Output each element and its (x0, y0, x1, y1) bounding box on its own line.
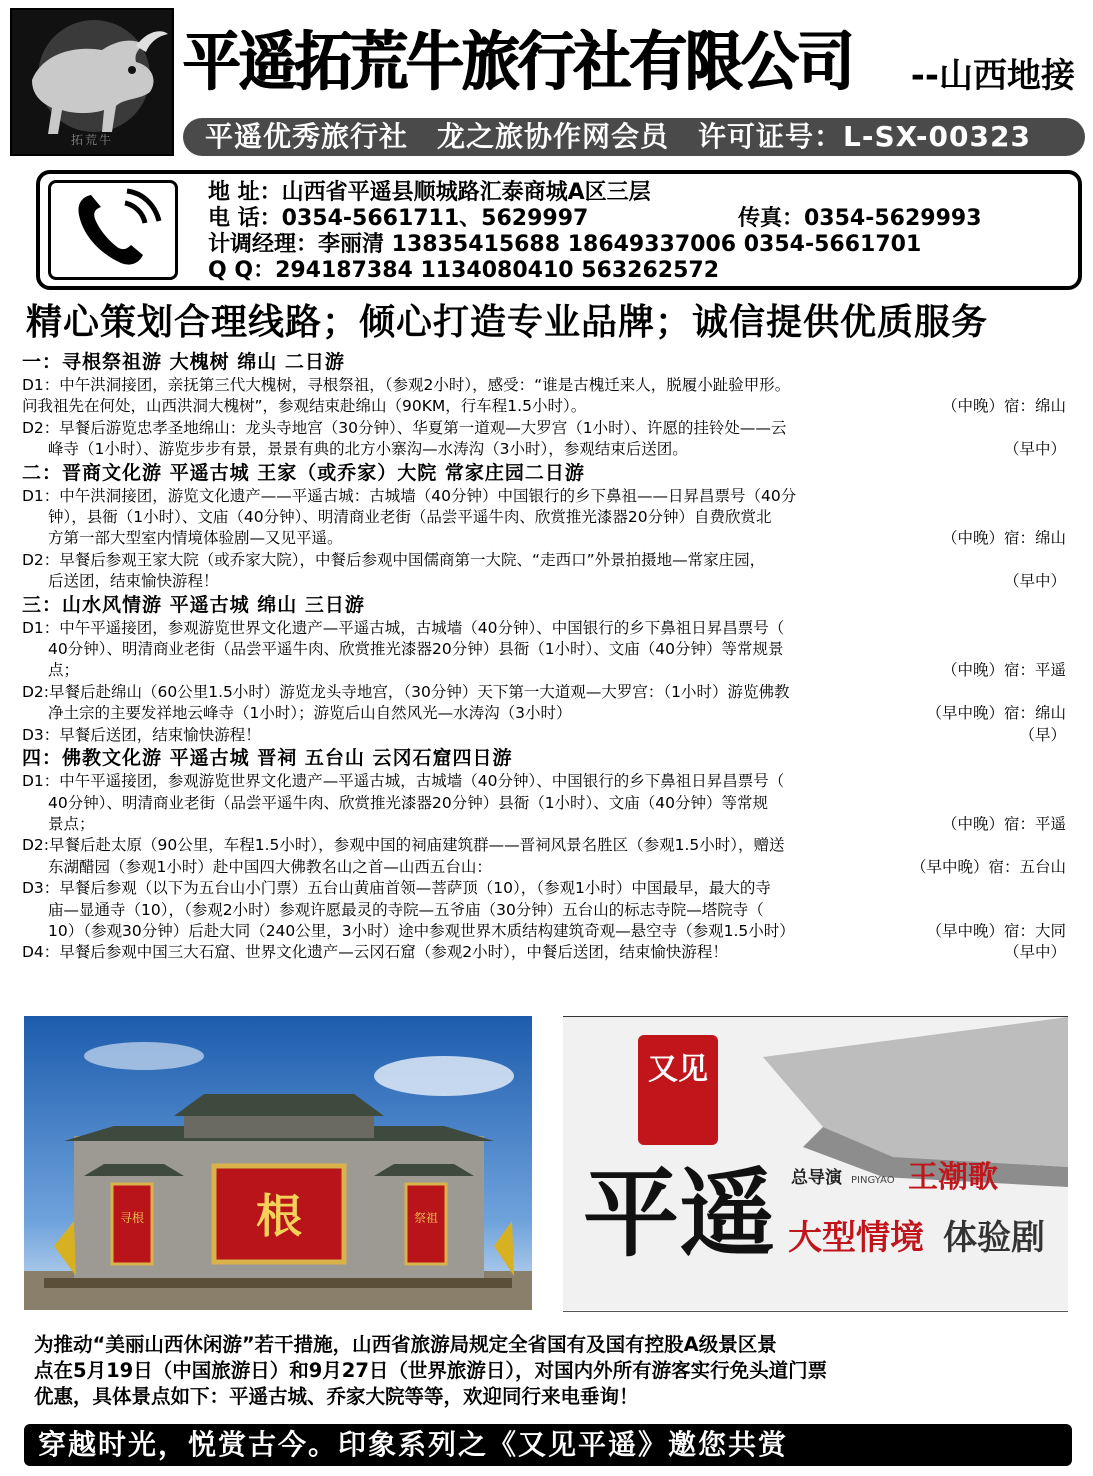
poster-pinyin: PINGYAO (851, 1175, 895, 1186)
company-header (183, 10, 1083, 110)
notice (34, 1332, 1064, 1410)
meal-lodging: （早中晚）宿：绵山 (926, 704, 1066, 723)
itinerary-line (22, 793, 1072, 814)
gate-illustration (24, 1016, 532, 1310)
itinerary-text: 40分钟）、明清商业老街（品尝平遥牛肉、欣赏推光漆器20分钟）县衙（1小时）、文庙（40分钟）等常规景 (48, 640, 784, 659)
notice-line: 点在5月19日（中国旅游日）和9月27日（世界旅游日），对国内外所有游客实行免头道门票 (34, 1359, 828, 1382)
meal-lodging: （中晚）宿：平遥 (941, 814, 1066, 833)
meal-lodging: （早） (1019, 725, 1066, 744)
poster-divider (563, 1311, 1068, 1312)
poster-big-title: 平遥 (583, 1157, 775, 1270)
itinerary-text: 点； (48, 661, 80, 680)
meal-lodging: （早中晚）宿：大同 (926, 921, 1066, 940)
qq-line (208, 258, 921, 284)
poster-subtitle-red: 大型情境 (788, 1218, 924, 1258)
itinerary-text: 问我祖先在何处，山西洪洞大槐树”，参观结束赴绵山（90KM，行车程1.5小时）。 (22, 397, 587, 416)
tour-routes (22, 350, 1072, 964)
itinerary-text: D2:早餐后赴太原（90公里，车程1.5小时），参观中国的祠庙建筑群——晋祠风景名胜区（参观1.5小时），赠送 (22, 836, 785, 855)
itinerary-line (22, 375, 1072, 396)
itinerary-text: D1：中午洪洞接团，游览文化遗产——平遥古城：古城墙（40分钟）中国银行的乡下鼻祖——日昇昌票号（40分 (22, 486, 797, 505)
itinerary-text: D1：中午平遥接团，参观游览世界文化遗产—平遥古城，古城墙（40分钟）、中国银行的乡下鼻祖日昇昌票号（ (22, 618, 785, 637)
itinerary-line (22, 571, 1072, 592)
ancestral-gate-photo (24, 1016, 532, 1310)
route-title: 一：寻根祭祖游 大槐树 绵山 二日游 (22, 351, 345, 373)
itinerary-line (22, 550, 1072, 571)
itinerary-line (22, 725, 1072, 746)
company-logo (10, 8, 174, 156)
phone-text: 电 话：0354-5661711、5629997 (208, 206, 589, 231)
meal-lodging: （早中晚）宿：五台山 (910, 857, 1066, 876)
itinerary-line (22, 418, 1072, 439)
route-title: 三：山水风情游 平遥古城 绵山 三日游 (22, 593, 365, 616)
itinerary-line (22, 439, 1072, 460)
itinerary-text: D2：早餐后游览忠孝圣地绵山：龙头寺地宫（30分钟）、华夏第一道观—大罗宫（1小时）、许愿的挂铃处——云 (22, 418, 787, 437)
qq-text: Q Q：294187384 1134080410 563262572 (208, 258, 719, 283)
meal-lodging: （早中） (1003, 572, 1066, 591)
itinerary-text: D1：中午平遥接团，参观游览世界文化遗产—平遥古城，古城墙（40分钟）、中国银行的乡下鼻祖日昇昌票号（ (22, 772, 785, 791)
poster-director-name: 王潮歌 (908, 1160, 998, 1195)
gate-left-tablet: 寻根 (119, 1211, 145, 1225)
poster-illustration (563, 1017, 1068, 1310)
itinerary-text: 40分钟）、明清商业老街（品尝平遥牛肉、欣赏推光漆器20分钟）县衙（1小时）、文庙（40分钟）等常规 (48, 793, 769, 812)
manager-text: 计调经理：李丽清 13835415688 18649337006 0354-5661701 (208, 232, 922, 257)
notice-line: 为推动“美丽山西休闲游”若干措施，山西省旅游局规定全省国有及国有控股A级景区景 (34, 1333, 777, 1356)
itinerary-line (22, 703, 1072, 724)
itinerary-line (22, 835, 1072, 856)
meal-lodging: （早中） (1003, 943, 1066, 962)
itinerary-text: D1：中午洪洞接团，亲抚第三代大槐树，寻根祭祖，（参观2小时），感受：“谁是古槐迁来人，脱履小趾验甲形。 (22, 376, 791, 394)
gate-center-char: 根 (256, 1189, 302, 1243)
itinerary-line (22, 507, 1072, 528)
itinerary-line (22, 639, 1072, 660)
itinerary-line (22, 396, 1072, 417)
route-title: 二：晋商文化游 平遥古城 王家（或乔家）大院 常家庄园二日游 (22, 461, 585, 484)
license-bar: 平遥优秀旅行社 龙之旅协作网会员 许可证号：L-SX-00323 (183, 118, 1085, 156)
address-text: 地 址：山西省平遥县顺城路汇泰商城A区三层 (208, 180, 651, 205)
footer-banner: 穿越时光，悦赏古今。印象系列之《又见平遥》邀您共赏 (24, 1424, 1072, 1466)
route-title: 四：佛教文化游 平遥古城 晋祠 五台山 云冈石窟四日游 (22, 747, 513, 770)
fax-text: 传真：0354-5629993 (738, 206, 982, 231)
itinerary-text: 峰寺（1小时）、游览步步有景，景景有典的北方小寨沟—水涛沟（3小时），参观结束后送团。 (48, 440, 688, 459)
itinerary-text: 后送团，结束愉快游程！ (48, 572, 219, 591)
itinerary-line (22, 486, 1072, 507)
itinerary-text: 东湖醋园（参观1小时）赴中国四大佛教名山之首—山西五台山： (48, 857, 492, 876)
itinerary-line (22, 900, 1072, 921)
itinerary-text: D2:早餐后赴绵山（60公里1.5小时）游览龙头寺地宫，（30分钟）天下第一大道观—大罗宫：（1小时）游览佛教 (22, 682, 790, 701)
meal-lodging: （中晚）宿：绵山 (941, 529, 1066, 548)
itinerary-line (22, 618, 1072, 639)
itinerary-line (22, 528, 1072, 549)
poster-director-label: 总导演 (791, 1168, 842, 1188)
gate-right-tablet: 祭祖 (413, 1211, 439, 1225)
itinerary-line (22, 771, 1072, 792)
phone-line (208, 206, 982, 232)
contact-box (36, 170, 1082, 290)
logo-text: 拓荒牛 (70, 133, 113, 147)
itinerary-text: D2：早餐后参观王家大院（或乔家大院），中餐后参观中国儒商第一大院、“走西口”外景拍摄地—常家庄园， (22, 550, 766, 569)
show-poster (563, 1016, 1068, 1310)
poster-subtitle-dark: 体验剧 (943, 1218, 1045, 1258)
itinerary-line (22, 857, 1072, 878)
address-line (208, 180, 921, 206)
itinerary-text: 净土宗的主要发祥地云峰寺（1小时）；游览后山自然风光—水涛沟（3小时） (48, 704, 572, 723)
phone-icon-box (48, 180, 178, 280)
meal-lodging: （中晚）宿：绵山 (941, 397, 1066, 416)
contact-lines (208, 180, 982, 284)
itinerary-line (22, 682, 1072, 703)
meal-lodging: （中晚）宿：平遥 (941, 661, 1066, 680)
notice-line: 优惠，具体景点如下：平遥古城、乔家大院等等，欢迎同行来电垂询！ (34, 1385, 639, 1408)
itinerary-text: 10）（参观30分钟）后赴大同（240公里，3小时）途中参观世界木质结构建筑奇观—悬空寺（参观1.5小时） (48, 921, 795, 940)
itinerary-text: 庙—显通寺（10），（参观2小时）参观许愿最灵的寺院—五爷庙（30分钟）五台山的标志寺院—塔院寺（ (48, 900, 764, 919)
itinerary-line (22, 942, 1072, 963)
meal-lodging: （早中） (1003, 440, 1066, 459)
manager-line (208, 232, 921, 258)
itinerary-text: D3：早餐后参观（以下为五台山小门票）五台山黄庙首领—菩萨顶（10），（参观1小时）中国最早，最大的寺 (22, 879, 771, 898)
itinerary-text: D3：早餐后送团，结束愉快游程！ (22, 725, 261, 744)
itinerary-line (22, 660, 1072, 681)
itinerary-text: 景点； (48, 814, 95, 833)
telephone-icon (51, 183, 175, 277)
itinerary-text: 钟），县衙（1小时）、文庙（40分钟）、明清商业老街（品尝平遥牛肉、欣赏推光漆器20分钟）自费欣赏北 (48, 508, 772, 527)
itinerary-line (22, 921, 1072, 942)
company-name: 平遥拓荒牛旅行社有限公司 (183, 26, 853, 100)
itinerary-text: 方第一部大型室内情境体验剧—又见平遥。 (48, 529, 343, 548)
itinerary-line (22, 814, 1072, 835)
itinerary-text: D4：早餐后参观中国三大石窟、世界文化遗产—云冈石窟（参观2小时），中餐后送团，结束愉快游程！ (22, 943, 728, 962)
slogan: 精心策划合理线路；倾心打造专业品牌；诚信提供优质服务 (26, 302, 989, 343)
company-suffix: --山西地接 (910, 56, 1075, 96)
poster-small-title: 又见 (648, 1052, 708, 1087)
itinerary-line (22, 878, 1072, 899)
